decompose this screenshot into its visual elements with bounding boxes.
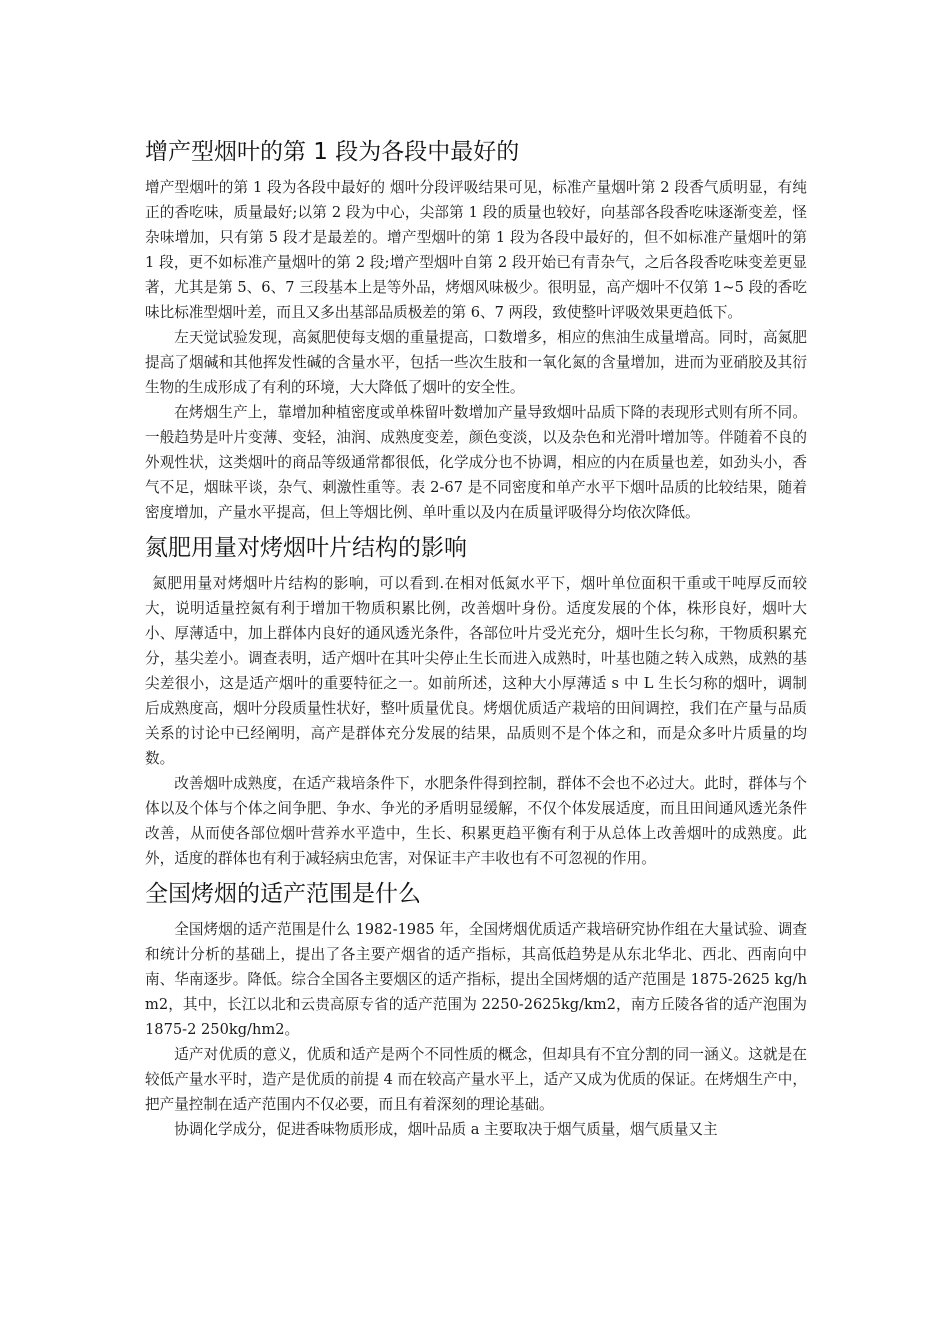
paragraph: 在烤烟生产上，靠增加种植密度或单株留叶数增加产量导致烟叶品质下降的表现形式则有所不同。一般趋势是叶片变薄、变轻，油润、成熟度变差，颜色变淡，以及杂色和光滑叶增加等。伴随着不良的外观性状，这类烟叶的商品等级通常都很低，化学成分也不协调，相应的内在质量也差，如劲头小，香气不足，烟昧平谈，杂气、刺激性重等。表 2-67 是不同密度和单产水平下烟叶品质的比较结果，随着密度增加，产量水平提高，但上等烟比例、单叶重以及内在质量评吸得分均依次降低。: [145, 404, 807, 521]
paragraph: 增产型烟叶的第 1 段为各段中最好的 烟叶分段评吸结果可见，标准产量烟叶第 2 段香气质明显，有纯正的香吃味，质量最好;以第 2 段为中心，尖部第 1 段的质量也较好，向基部各段香吃味逐渐变差，怪杂味增加，只有第 5 段才是最差的。增产型烟叶的第 1 段为各段中最好的，但不如标准产量烟叶的第 1 段，更不如标准产量烟叶的第 2 段;增产型烟叶自第 2 段开始已有青杂气，之后各段香吃味变差更显著，尤其是第 5、6、7 三段基本上是等外品，烤烟风味极少。很明显，高产烟叶不仅第 1~5 段的香吃味比标准型烟叶差，而且又多出基部品质极差的第 6、7 两段，致使整叶评吸效果更趋低下。: [145, 179, 807, 321]
paragraph: 全国烤烟的适产范围是什么 1982-1985 年，全国烤烟优质适产栽培研究协作组在大量试验、调查和统计分析的基础上，提出了各主要产烟省的适产指标，其高低趋势是从东北华北、西北、西南向中南、华南逐步。降低。综合全国各主要烟区的适产指标，提出全国烤烟的适产范围是 1875-2625 kg/hm2，其中，长江以北和云贵高原专省的适产范围为 2250-2625kg/km2，南方丘陵各省的适产泡围为 1875-2 250kg/hm2。: [145, 921, 807, 1038]
document-page: [145, 135, 807, 1148]
paragraph: 氮肥用量对烤烟叶片结构的影响，可以看到.在相对低氮水平下，烟叶单位面积干重或干吨厚反而较大，说明适量控氮有利于增加干物质积累比例，改善烟叶身份。适度发展的个体，株形良好，烟叶大小、厚薄适中，加上群体内良好的通风透光条件，各部位叶片受光充分，烟叶生长匀称，干物质积累充分，基尖差小。调查表明，适产烟叶在其叶尖停止生长而进入成熟时，叶基也随之转入成熟，成熟的基尖差很小，这是适产烟叶的重要特征之一。如前所述，这种大小厚薄适 s 中 L 生长匀称的烟叶，调制后成熟度高，烟叶分段质量性状好，整叶质量优良。烤烟优质适产栽培的田间调控，我们在产量与品质关系的讨论中已经阐明，高产是群体充分发展的结果，品质则不是个体之和，而是众多叶片质量的均数。: [145, 575, 807, 767]
section-heading: 全国烤烟的适产范围是什么: [145, 881, 421, 907]
paragraph: 适产对优质的意义，优质和适产是两个不同性质的概念，但却具有不宜分割的同一涵义。这就是在较低产量水平时，造产是优质的前提 4 而在较高产量水平上，适产又成为优质的保证。在烤烟生产中，把产量控制在适产范围内不仅必要，而且有着深刻的理论基础。: [145, 1046, 807, 1113]
paragraph: 左天觉试验发现，高氮肥使每支烟的重量提高，口数增多，相应的焦油生成量增高。同时，高氮肥提高了烟碱和其他挥发性碱的含量水平，包括一些次生肢和一氧化氮的含量增加，进而为亚硝胶及其衍生物的生成形成了有利的环境，大大降低了烟叶的安全性。: [145, 329, 807, 396]
section-heading: 增产型烟叶的第 1 段为各段中最好的: [145, 139, 520, 165]
paragraph: 改善烟叶成熟度，在适产栽培条件下，水肥条件得到控制，群体不会也不必过大。此时，群体与个体以及个体与个体之间争肥、争水、争光的矛盾明显缓解，不仅个体发展适度，而且田间通风透光条件改善，从而使各部位烟叶营养水平造中，生长、积累更趋平衡有利于从总体上改善烟叶的成熟度。此外，适度的群体也有利于减轻病虫危害，对保证丰产丰收也有不可忽视的作用。: [145, 775, 807, 867]
paragraph: 协调化学成分，促进香味物质形成，烟叶品质 a 主要取决于烟气质量，烟气质量又主: [174, 1121, 718, 1138]
section-heading: 氮肥用量对烤烟叶片结构的影响: [145, 535, 467, 561]
section-1: [145, 135, 807, 525]
section-3: [145, 877, 807, 1142]
section-2: [145, 531, 807, 871]
